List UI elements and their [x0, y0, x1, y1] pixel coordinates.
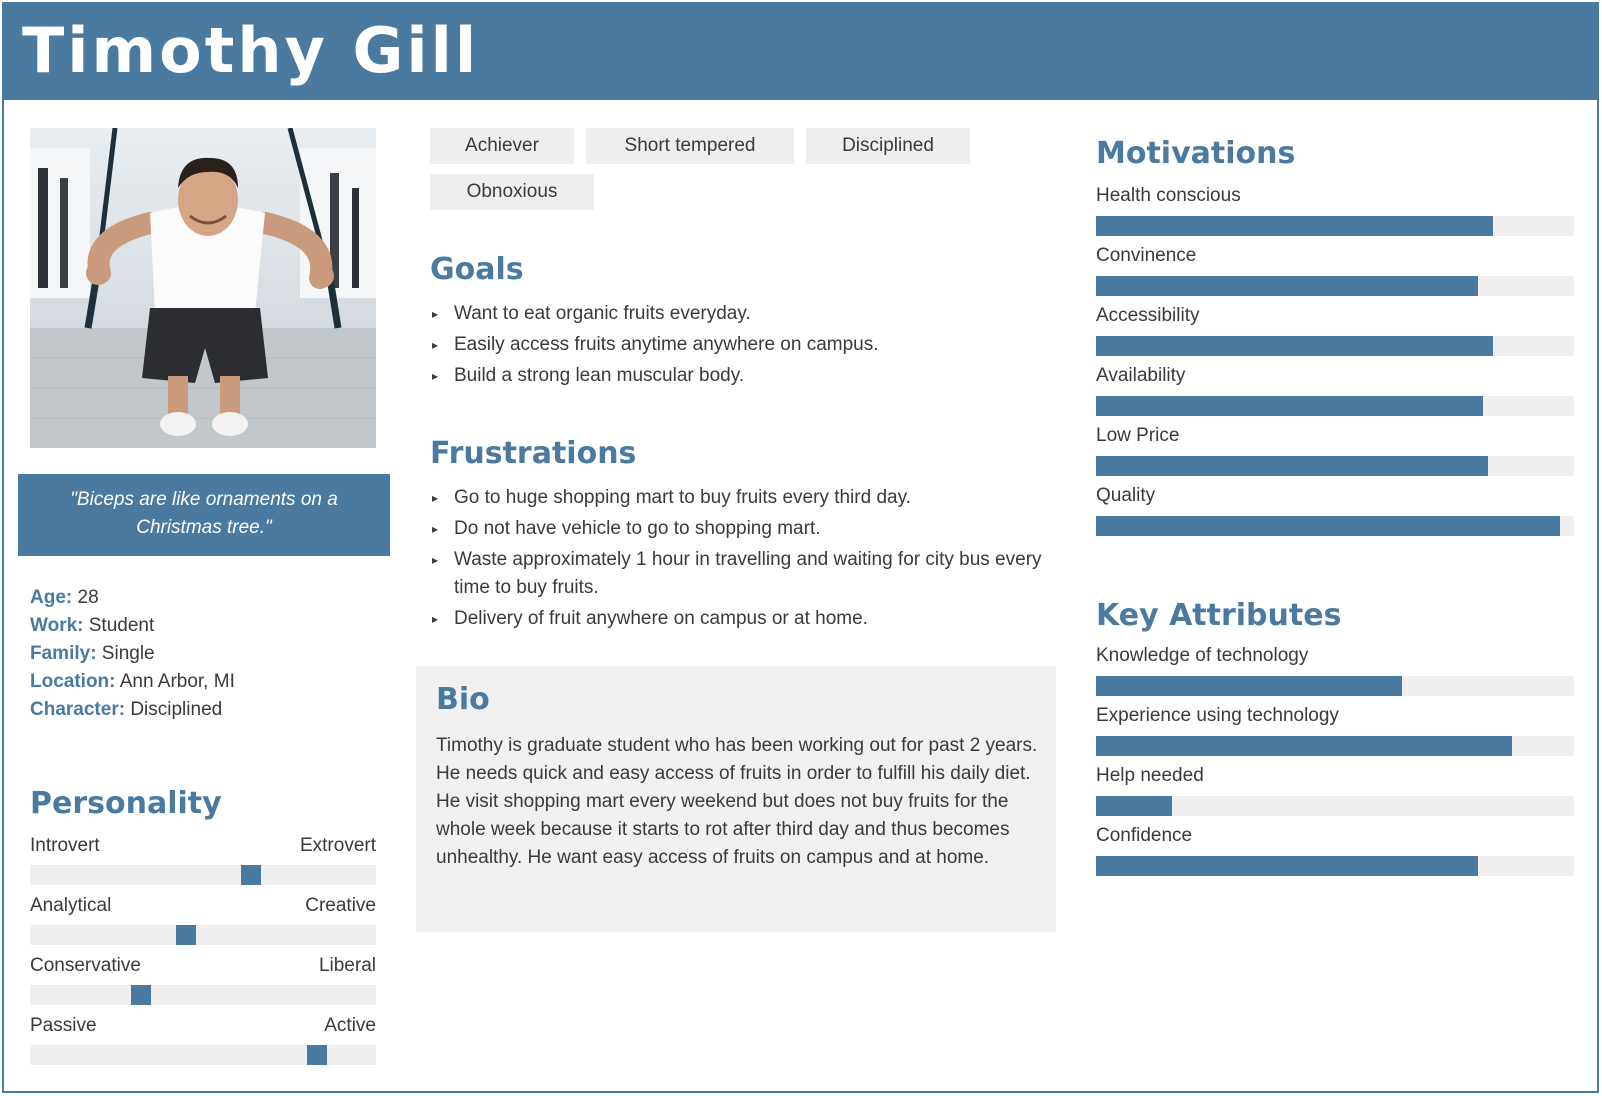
- scale-left-label: Passive: [30, 1015, 97, 1036]
- bar-label: Quality: [1096, 485, 1156, 506]
- bio-text: Timothy is graduate student who has been working out for past 2 years. He needs quick and easy access of fruits in order to fulfill his daily diet. He visit shopping mart every weekend but does not buy fruits for the whole week because it starts to rot after third day and thus becomes unhealthy. He want easy access of fruits on campus and at home.: [436, 735, 1038, 868]
- frustration-item: ▸ Waste approximately 1 hour in travelling and waiting for city bus every time to buy fruits.: [430, 546, 1050, 602]
- bar-label: Confidence: [1096, 825, 1193, 846]
- info-key: Location:: [30, 671, 116, 692]
- bar-fill: [1096, 396, 1483, 416]
- personality-scale: [30, 835, 376, 885]
- scale-marker: [307, 1045, 327, 1065]
- scale-track: [30, 925, 376, 945]
- frustration-item: ▸ Do not have vehicle to go to shopping mart.: [430, 515, 1050, 543]
- bar-fill: [1096, 736, 1512, 756]
- scale-marker: [176, 925, 196, 945]
- info-key: Family:: [30, 643, 97, 664]
- bar-label: Health conscious: [1096, 185, 1241, 206]
- personality-scale: [30, 1015, 376, 1065]
- info-value: Student: [83, 615, 155, 636]
- frustrations-list: [430, 484, 1050, 636]
- persona-quote: "Biceps are like ornaments on a Christmas tree.": [18, 474, 390, 556]
- bar-track: [1096, 396, 1574, 416]
- scale-track: [30, 1045, 376, 1065]
- motivation-bar: [1096, 185, 1574, 235]
- info-age: [30, 584, 235, 612]
- personality-scale: [30, 955, 376, 1005]
- attribute-bar: [1096, 765, 1574, 815]
- bar-track: [1096, 856, 1574, 876]
- scale-right-label: Creative: [305, 895, 376, 916]
- bio-title: Bio: [436, 682, 490, 717]
- bar-track: [1096, 796, 1574, 816]
- person-photo: [30, 128, 376, 448]
- info-location: [30, 668, 235, 696]
- info-family: [30, 640, 235, 668]
- scale-left-label: Conservative: [30, 955, 141, 976]
- scale-marker: [131, 985, 151, 1005]
- info-character: [30, 696, 235, 724]
- bar-label: Convinence: [1096, 245, 1197, 266]
- scale-left-label: Analytical: [30, 895, 112, 916]
- motivation-bar: [1096, 365, 1574, 415]
- scale-track: [30, 985, 376, 1005]
- bar-fill: [1096, 856, 1478, 876]
- bio-panel: [416, 666, 1056, 932]
- info-key: Age:: [30, 587, 73, 608]
- info-value: Disciplined: [125, 699, 223, 720]
- personality-scale: [30, 895, 376, 945]
- person-photo-illustration: [30, 128, 376, 448]
- bar-label: Help needed: [1096, 765, 1204, 786]
- attribute-bar: [1096, 825, 1574, 875]
- bar-fill: [1096, 336, 1493, 356]
- bar-track: [1096, 456, 1574, 476]
- frustration-item: ▸ Delivery of fruit anywhere on campus or at home.: [430, 605, 1050, 633]
- persona-name: Timothy Gill: [22, 14, 480, 87]
- trait-tag: Disciplined: [806, 128, 970, 164]
- bar-track: [1096, 736, 1574, 756]
- goals-title: Goals: [430, 252, 524, 287]
- trait-tag: Obnoxious: [430, 174, 594, 210]
- header-bar: [2, 2, 1599, 100]
- goal-item: ▸ Build a strong lean muscular body.: [430, 362, 1050, 390]
- bar-label: Knowledge of technology: [1096, 645, 1309, 666]
- attribute-bar: [1096, 705, 1574, 755]
- bar-fill: [1096, 216, 1493, 236]
- bar-label: Low Price: [1096, 425, 1180, 446]
- trait-tag: Short tempered: [586, 128, 794, 164]
- key-attributes-title: Key Attributes: [1096, 598, 1342, 633]
- motivation-bar: [1096, 425, 1574, 475]
- bar-label: Accessibility: [1096, 305, 1200, 326]
- scale-left-label: Introvert: [30, 835, 100, 856]
- bar-track: [1096, 676, 1574, 696]
- bar-label: Availability: [1096, 365, 1186, 386]
- attribute-bar: [1096, 645, 1574, 695]
- bar-fill: [1096, 516, 1560, 536]
- bar-fill: [1096, 676, 1402, 696]
- scale-marker: [241, 865, 261, 885]
- frustration-item: ▸ Go to huge shopping mart to buy fruits every third day.: [430, 484, 1050, 512]
- motivation-bar: [1096, 485, 1574, 535]
- goal-item: ▸ Easily access fruits anytime anywhere on campus.: [430, 331, 1050, 359]
- bar-track: [1096, 516, 1574, 536]
- trait-tag: Achiever: [430, 128, 574, 164]
- bar-label: Experience using technology: [1096, 705, 1339, 726]
- scale-right-label: Active: [324, 1015, 376, 1036]
- info-key: Work:: [30, 615, 84, 636]
- scale-right-label: Liberal: [318, 955, 376, 976]
- scale-right-label: Extrovert: [299, 835, 376, 856]
- bar-fill: [1096, 276, 1478, 296]
- bar-fill: [1096, 456, 1488, 476]
- bar-track: [1096, 276, 1574, 296]
- goals-list: [430, 300, 1050, 393]
- motivation-bar: [1096, 305, 1574, 355]
- info-value: Ann Arbor, MI: [115, 671, 235, 692]
- frustrations-title: Frustrations: [430, 436, 637, 471]
- motivations-title: Motivations: [1096, 136, 1296, 171]
- demographics: [30, 584, 235, 724]
- bar-track: [1096, 336, 1574, 356]
- personality-title: Personality: [30, 786, 222, 821]
- bar-track: [1096, 216, 1574, 236]
- info-value: 28: [72, 587, 99, 608]
- scale-track: [30, 865, 376, 885]
- bar-fill: [1096, 796, 1172, 816]
- info-key: Character:: [30, 699, 126, 720]
- motivation-bar: [1096, 245, 1574, 295]
- info-work: [30, 612, 235, 640]
- goal-item: ▸ Want to eat organic fruits everyday.: [430, 300, 1050, 328]
- info-value: Single: [96, 643, 155, 664]
